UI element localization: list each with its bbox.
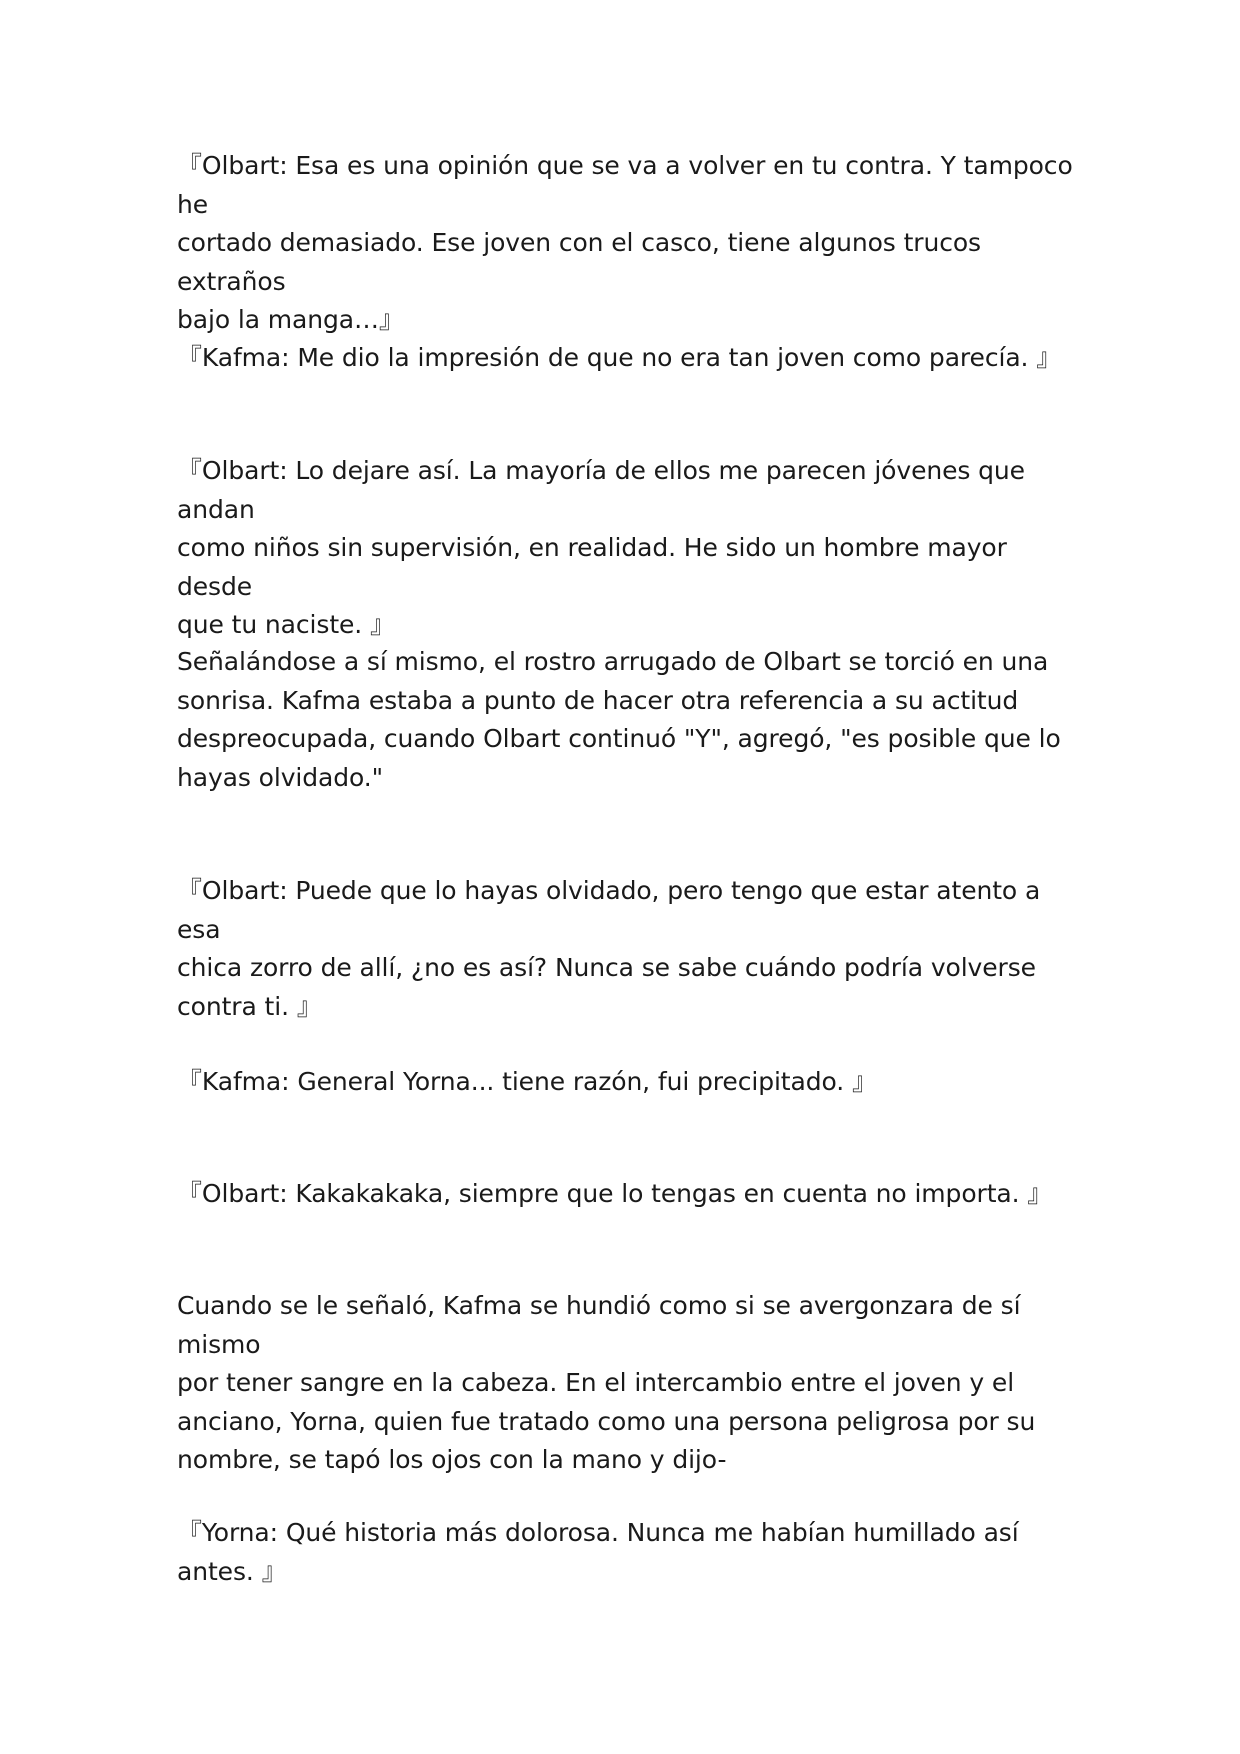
narration-2: Cuando se le señaló, Kafma se hundió como si se avergonzara de sí mismo por tener sangre en la cabeza. En el intercambio entre el joven y el anciano, Yorna, quien fue tratado como una persona peligrosa por su nombre, se tapó los ojos con la mano y dijo- <box>177 1291 1036 1474</box>
dialogue-kafma-1: 『Kafma: Me dio la impresión de que no era tan joven como parecía. 』 <box>177 343 1062 372</box>
dialogue-olbart-2: 『Olbart: Lo dejare así. La mayoría de ellos me parecen jóvenes que andan como niños sin supervisión, en realidad. He sido un hombre mayor desde que tu naciste. 』 <box>177 456 1025 639</box>
narration-1: Señalándose a sí mismo, el rostro arrugado de Olbart se torció en una sonrisa. Kafma estaba a punto de hacer otra referencia a su actitud despreocupada, cuando Olbart continuó "Y", agregó, "es posible que lo hayas olvidado." <box>177 647 1061 792</box>
dialogue-yorna-1: 『Yorna: Qué historia más dolorosa. Nunca me habían humillado así antes. 』 <box>177 1518 1019 1586</box>
dialogue-olbart-4: 『Olbart: Kakakakaka, siempre que lo tengas en cuenta no importa. 』 <box>177 1179 1053 1208</box>
dialogue-olbart-3: 『Olbart: Puede que lo hayas olvidado, pero tengo que estar atento a esa chica zorro de allí, ¿no es así? Nunca se sabe cuándo podría volverse contra ti. 』 <box>177 876 1041 1021</box>
dialogue-kafma-2: 『Kafma: General Yorna... tiene razón, fui precipitado. 』 <box>177 1067 877 1096</box>
dialogue-olbart-1: 『Olbart: Esa es una opinión que se va a volver en tu contra. Y tampoco he cortado demasiado. Ese joven con el casco, tiene algunos trucos extraños bajo la manga…』 <box>177 151 1073 334</box>
